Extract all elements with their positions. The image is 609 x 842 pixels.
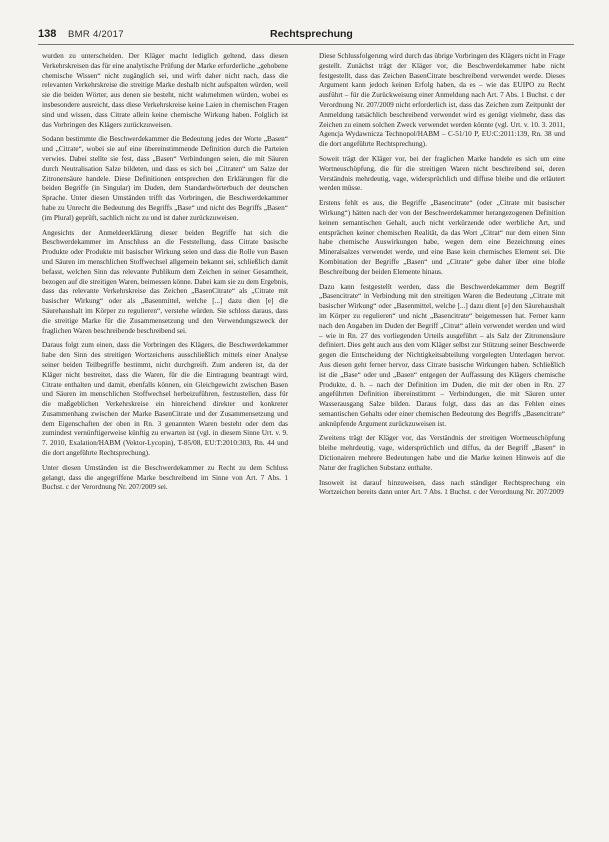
paragraph: Soweit trägt der Kläger vor, bei der fraglichen Marke handele es sich um eine Wortneuschöpfung, die für die streitigen Waren nicht beschreibend sei, deren Verständnis mehrdeutig, vage, widersprüchlich und diffuse bleibe und die erläutert werden müsse.	[319, 154, 565, 193]
paragraph: Dazu kann festgestellt werden, dass die Beschwerdekammer dem Begriff „Basencitrate“ in Verbindung mit den streitigen Waren die Bedeutung „Citrate mit basischer Wirkung“ oder „Basenmittel, welche [...] dazu dient [e] den Säurehaushalt im Körper zu regulieren“ und nicht „Basencitrate“ beigemessen hat. Ferner kann nach den Angaben im Duden der Begriff „Citrat“ allein verwendet werden und wird – wie in Rn. 27 des vorliegenden Urteils ausgeführt – als Salz der Zitronensäure definiert. Dies geht auch aus den vom Kläger selbst zur Stützung seiner Beschwerde gegen die Entscheidung der Nichtigkeitsabteilung vorgelegten Unterlagen hervor. Aus diesen geht ferner hervor, dass Citrate basische Wirkungen haben. Schließlich ist die „Base“ oder und „Basen“ entgegen der Auffassung des Klägers chemische Produkte, d. h. – nach der Definition im Duden, die mit der oben in Rn. 27 angeführten Definition übereinstimmt – Verbindungen, die mit Säuren unter Wasserausgang Salze bilden. Daraus folgt, dass das an das Fehlen eines semantischen Gehalts oder einer chemischen Bedeutung des Begriffs „Basencitrate“ anknüpfende Argument zurückzuweisen ist.	[319, 282, 565, 428]
paragraph: Erstens fehlt es aus, die Begriffe „Basencitrate“ (oder „Citrate mit basischer Wirkung“) hätten nach der von der Beschwerdekammer herangezogenen Definition keinen semantischen Gehalt, auch nicht verkürzende oder werbliche Art, und entsprächen keiner chemischen Realität, da das Wort „Citrat“ nur dem einen Sinn habe chemische Auswirkungen habe, wegen dem eine Bezeichnung eines Mineralsalzes verwendet werde, und eine Base kein chemisches Element sei. Die Kombination der Begriffe „Basen“ und „Citrate“ gebe daher über eine bloße Beschreibung der beiden Elemente hinaus.	[319, 199, 565, 276]
paragraph: wurden zu unterscheiden. Der Kläger macht lediglich geltend, dass diesen Verkehrskreisen das für eine analytische Prüfung der Marke erforderliche „gehobene chemische Wissen“ nicht zugänglich sei, und wirft daher nicht nach, dass die relevanten Verkehrskreise die streitige Marke deshalb nicht aufspalten würden, weil sie die beiden Wörter, aus denen sie besteht, nicht wahrnehmen würden, wobei es insbesondere ausreicht, dass diese Verkehrskreise keine Laien in chemischen Fragen sind und wissen, dass Citrate allein keine chemische Wirkung haben. Folglich ist das Vorbringen des Klägers zurückzuweisen.	[42, 52, 288, 129]
journal-issue: BMR 4/2017	[68, 29, 124, 40]
left-column	[42, 52, 288, 498]
header-rule	[38, 44, 574, 45]
paragraph: Daraus folgt zum einen, dass die Vorbringen des Klägers, die Beschwerdekammer habe den Sinn des streitigen Wortzeichens ausschließlich mittels einer Analyse seiner beiden Teilbegriffe bestimmt, nicht durchgreift. Zum anderen ist, da der Kläger nicht bestreitet, dass die Waren, für die die Eintragung beantragt wird, Citrate enthalten und damit, ebenfalls können, ein Gleichgewicht zwischen Basen und Säuren im menschlichen Stoffwechsel herbeizuführen, festzustellen, dass für die maßgeblichen Verkehrskreise ein hinreichend direkter und konkreter Zusammenhang zwischen der Marke BasenCitrate und der Zusammensetzung und dem Eigenschaften der oben in Rn. 3 genannten Waren besteht oder dem das zumindest vernünftigerweise künftig zu erwarten ist (vgl. in diesem Sinne Urt. v. 9. 7. 2010, Exalation/HABM (Vektor-Lycopin), T-85/08, EU:T:2010:303, Rn. 44 und die dort angeführte Rechtsprechung).	[42, 341, 288, 458]
paragraph: Zweitens trägt der Kläger vor, das Verständnis der streitigen Wortneuschöpfung bleibe mehrdeutig, vage, widersprüchlich und diffus, da der Begriff „Basen“ in Dictionairen mehrere Bedeutungen habe und die Marke keinen Hinweis auf die Natur der fraglichen Substanz enthalte.	[319, 434, 565, 472]
paragraph: Angesichts der Anmeldeerklärung dieser beiden Begriffe hat sich die Beschwerdekammer im Anschluss an die Feststellung, dass Citrate basische Produkte oder Produkte mit basischer Wirkung seien und dass die Rolle von Basen und Säuren im menschlichen Stoffwechsel allgemein bekannt sei, schließlich damit befasst, welchen Sinn das relevante Publikum dem Zeichen in seiner Gesamtheit, bezogen auf die streitigen Waren, beimessen könne. Dabei kam sie zu dem Ergebnis, dass das relevante Verkehrskreise das Zeichen „BasenCitrate“ als „Citrate mit basischer Wirkung“ oder als „Basenmittel, welche [...] dazu dien [e] die Säurehaushalt im Körper zu regulieren“, verstehe würden. Sie schloss daraus, dass die streitige Marke für die Zusammensetzung und den Verwendungszweck der fraglichen Waren beschreibende beschreibend sei.	[42, 228, 288, 335]
right-column	[319, 52, 565, 503]
paragraph: Sodann bestimmte die Beschwerdekammer die Bedeutung jedes der Worte „Basen“ und „Citrate“, wobei sie auf eine übereinstimmende Definition durch die Parteien verwies. Dabei stellte sie fest, dass „Basen“ Verbindungen seien, die mit Säuren durch Neutralisation Salze bildeten, und dass es sich bei „Citraten“ um Salze der Zitronensäure handele. Diese Definitionen entsprechen den Erklärungen für die beiden Begriffe (in Singular) im Duden, dem Standardwörterbuch der deutschen Sprache. Unter diesen Umständen trifft das Vorbringen, die Beschwerdekammer habe zu Unrecht die Bedeutung des Begriffs „Base“ und nicht des Begriffs „Basen“ (im Plural) geprüft, sachlich nicht zu und ist daher zurückzuweisen.	[42, 135, 288, 222]
section-title: Rechtsprechung	[270, 28, 353, 40]
page-number: 138	[38, 28, 57, 40]
paragraph: Unter diesen Umständen ist die Beschwerdekammer zu Recht zu dem Schluss gelangt, dass die angegriffene Marke beschreibend im Sinne von Art. 7 Abs. 1 Buchst. c der Verordnung Nr. 207/2009 sei.	[42, 463, 288, 492]
paragraph: Insoweit ist darauf hinzuweisen, dass nach ständiger Rechtsprechung ein Wortzeichen bereits dann unter Art. 7 Abs. 1 Buchst. c der Verordnung Nr. 207/2009	[319, 478, 565, 497]
paragraph: Diese Schlussfolgerung wird durch das übrige Vorbringen des Klägers nicht in Frage gestellt. Zunächst trägt der Kläger vor, die Beschwerdekammer habe nicht festgestellt, dass das Zeichen BasenCitrate beschreibend verwendet werde. Dieses Argument kann jedoch keinen Erfolg haben, da es – wie das EUIPO zu Recht ausführt – für die Zurückweisung einer Anmeldung nach Art. 7 Abs. 1 Buchst. c der Verordnung Nr. 207/2009 nicht erforderlich ist, dass das Zeichen zum Zeitpunkt der Anmeldung tatsächlich beschreibend verwendet wird es genügt vielmehr, dass das Zeichen zu einem solchen Zweck verwendet werden könnte (vgl. Urt. v. 10. 3. 2011, Agencja Wydawnicza Technopol/HABM – C-51/10 P, EU:C:2011:139, Rn. 38 und die dort angeführte Rechtsprechung).	[319, 52, 565, 149]
page-header	[38, 28, 574, 44]
